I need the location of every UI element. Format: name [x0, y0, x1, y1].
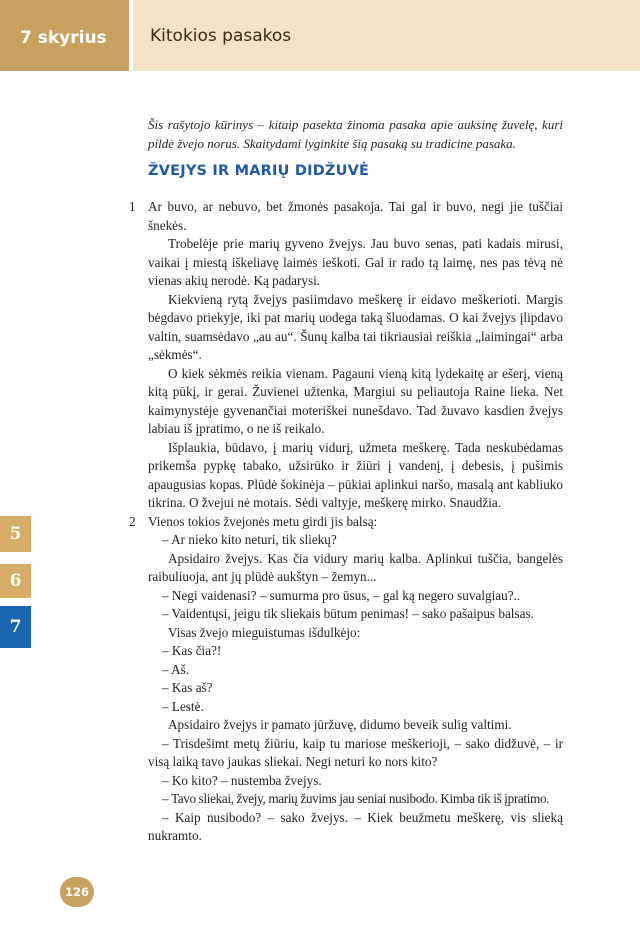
dialog-line: – Lestė. — [162, 698, 204, 714]
story-body — [129, 198, 563, 846]
paragraph: Išplaukia, būdavo, į marių vidurį, užmeta meškerę. Tada neskubėdamas prikemša pypkę tabako, užsirūko ir žiūri į vandenį, į debesis, į pušimis apaugusias kopas. Plūdė šokinėja – pūkiai aplinkui naršo, masalą ant kabliuko tikrina. O žvejui nė motais. Sėdi valtyje, meškerę mirko. Snaudžia. — [148, 439, 563, 510]
paragraph: Kiekvieną rytą žvejys pasiimdavo meškerę ir eidavo meškerioti. Margis bėgdavo priekyje, iki pat marių uodega taką šluodamas. O kai žvejys įlipdavo valtin, suamsėdavo „au au“. Šunų kalba tai tikriausiai reiškia „laimingai“ arba „sėkmės“. — [148, 291, 563, 362]
chapter-tab-5[interactable]: 5 — [0, 516, 31, 552]
intro-text: Šis rašytojo kūrinys – kitaip pasekta žinoma pasaka apie auksinę žuvelę, kuri pildė žvejo norus. Skaitydami lyginkite šią pasaką su tradicine pasaka. — [148, 117, 563, 151]
dialog-line: – Trisdešimt metų žiūriu, kaip tu mariose meškerioji, – sako didžuvė, – ir visą laiką tavo jaukas sliekai. Negi neturi ko nors kito? — [148, 735, 563, 769]
paragraph: 2 Vienos tokios žvejonės metu girdi jis balsą: — [148, 513, 563, 532]
dialog-line: – Ko kito? – nustemba žvejys. — [162, 772, 322, 788]
section-number: 2 — [129, 513, 136, 529]
paragraph: Apsidairo žvejys ir pamato jūržuvę, didumo beveik sulig valtimi. — [168, 717, 512, 732]
chapter-title: Kitokios pasakos — [133, 0, 640, 71]
page-header — [0, 0, 640, 71]
dialog-line: – Kas aš? — [162, 680, 213, 695]
paragraph: O kiek sėkmės reikia vienam. Pagauni vieną kitą lydekaitę ar ešerį, vieną kitą pūkį, ir gerai. Žuvienei užtenka, Margiui su peliautoja Raine lieka. Net kaimynystėje gyvenančiai moteriškei nunešdavo. Tad žuvavo kasdien žvejys labiau iš įpratimo, o ne iš reikalo. — [148, 365, 563, 436]
dialog-line: – Negi vaidenasi? – sumurma pro ūsus, – gal ką negero suvalgiau?.. — [162, 587, 521, 603]
dialog-line: – Kas čia?! — [162, 643, 222, 658]
dialog-line: – Kaip nusibodo? – sako žvejys. – Kiek beužmetu meškerę, vis slieką nukramto. — [148, 809, 563, 843]
chapter-tab-6[interactable]: 6 — [0, 564, 31, 598]
paragraph: Trobelėje prie marių gyveno žvejys. Jau buvo senas, pati kadais mirusi, vaikai į miestą iškeliavę laimės ieškoti. Gal ir rado tą laimę, nes pas tėvą nė vienas akių nerodė. Ką padarysi. — [148, 236, 563, 288]
story-title: ŽVEJYS IR MARIŲ DIDŽUVĖ — [148, 163, 370, 179]
chapter-label: 7 skyrius — [0, 0, 129, 71]
dialog-line: – Tavo sliekai, žvejy, marių žuvims jau seniai nusibodo. Kimba tik iš įpratimo. — [162, 791, 550, 806]
paragraph: 1 Ar buvo, ar nebuvo, bet žmonės pasakoja. Tai gal ir buvo, negi jie tuščiai šnekės. — [129, 199, 563, 233]
chapter-tab-7-active[interactable]: 7 — [0, 606, 31, 648]
paragraph: Visas žvejo mieguistumas išdulkėjo: — [168, 624, 361, 640]
section-number: 1 — [129, 199, 136, 214]
chapter-tabs — [0, 516, 31, 662]
dialog-line: – Ar nieko kito neturi, tik sliekų? — [162, 532, 337, 547]
paragraph: Apsidairo žvejys. Kas čia vidury marių kalba. Aplinkui tuščia, bangelės raibuliuoja, ant jų plūdė aukštyn – žemyn... — [148, 550, 563, 584]
page-number: 126 — [60, 877, 94, 907]
dialog-line: – Aš. — [162, 661, 190, 677]
dialog-line: – Vaidentųsi, jeigu tik sliekais būtum penimas! – sako pašaipus balsas. — [162, 606, 534, 621]
